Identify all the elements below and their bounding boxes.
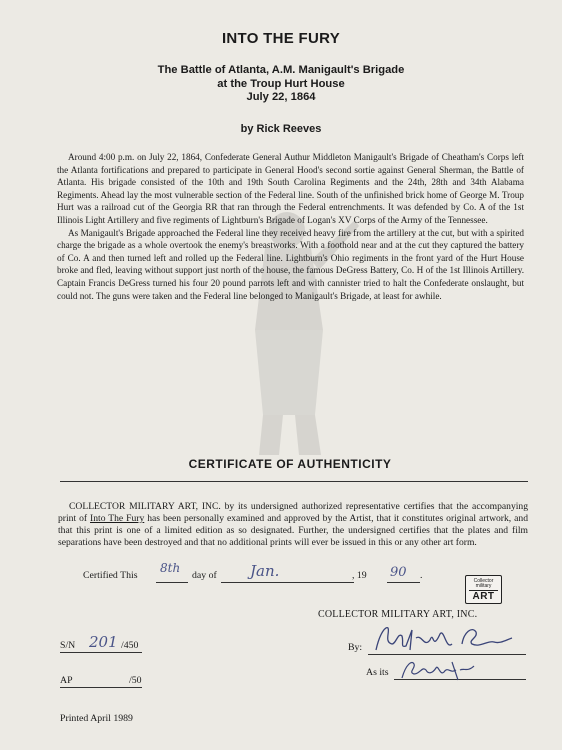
certificate-text xyxy=(58,501,528,549)
as-its-label: As its xyxy=(366,667,389,678)
document-title: INTO THE FURY xyxy=(221,30,341,47)
year-suffix: . xyxy=(420,570,423,581)
certificate-text-part: has been personally examined and approved by the Artist, that it constitutes original artwork, and that this print is one of a limited edition as so designated. Further, the undersigned certifies that the plates and film separations have been destroyed and that no additional prints will ever be issued in this or any other art form. xyxy=(58,513,528,549)
title-handwritten xyxy=(398,656,478,682)
printed-date: Printed April 1989 xyxy=(60,713,133,724)
day-line xyxy=(156,582,188,583)
heading-divider xyxy=(60,481,528,482)
month-line xyxy=(221,582,354,583)
certificate-heading: CERTIFICATE OF AUTHENTICITY xyxy=(188,457,392,471)
year-prefix: , 19 xyxy=(352,570,367,581)
author-byline: by Rick Reeves xyxy=(240,123,322,135)
serial-label: S/N xyxy=(60,640,76,651)
year-handwritten: 90 xyxy=(390,565,407,580)
signature-handwritten xyxy=(372,622,522,656)
certificate-text-part: COLLECTOR MILITARY ART, INC. by its undersigned authorized representative certifies that the accompanying print of xyxy=(58,501,528,525)
history-paragraph: As Manigault's Brigade approached the Federal line they received heavy fire from the artillery at the cut, but with a spirited charge the brigade as a whole overtook the enemy's breastworks. With a foothold near and at the cut they captured the battery of Co. A and then turned left and rolled up the Federal line. Lightburn's Ohio regiments in the front yard of the Hurt House broke and fled, leaving without support just north of the house, the famous DeGress Battery, Co. H of the 1st Illinois Artillery. Captain Francis DeGress turned his four 20 pound parrots left and with cannister tried to halt the Confederate onslaught, but could not. The guns were taken and the Federal line belonged to Manigault's Brigade, at least for awhile. xyxy=(57,227,524,301)
logo-text: ART xyxy=(469,590,498,602)
by-label: By: xyxy=(348,642,363,653)
serial-line xyxy=(60,652,142,653)
year-line xyxy=(387,582,420,583)
serial-handwritten: 201 xyxy=(89,633,118,651)
day-of-label: day of xyxy=(192,570,217,581)
print-title: Into The Fury xyxy=(90,513,145,525)
ap-label: AP xyxy=(60,675,73,686)
logo-text: Collector xyxy=(473,578,494,584)
subtitle-line: July 22, 1864 xyxy=(246,91,316,103)
collector-military-art-logo xyxy=(465,575,502,604)
ap-total: /50 xyxy=(129,675,142,686)
day-handwritten: 8th xyxy=(160,561,181,575)
subtitle-line: The Battle of Atlanta, A.M. Manigault's Brigade xyxy=(157,64,405,76)
logo-text: military xyxy=(475,583,492,589)
company-name: COLLECTOR MILITARY ART, INC. xyxy=(318,609,478,620)
serial-total: /450 xyxy=(121,640,139,651)
document-subtitle xyxy=(0,64,562,105)
certified-label: Certified This xyxy=(83,570,138,581)
history-text xyxy=(57,151,524,302)
history-paragraph: Around 4:00 p.m. on July 22, 1864, Confederate General Authur Middleton Manigault's Brigade of Cheatham's Corps left the Atlanta fortifications and prepared to participate in General Hood's second sortie against General Sherman, the Battle of Atlanta. His brigade consisted of the 10th and 19th South Carolina Regiments and the 24th, 28th and 34th Alabama Regiments. Ahead lay the most vulnerable section of the Federal line. South of the unfinished brick home of George M. Troup Hurt was a railroad cut of the Georgia RR that ran through the Federal entrenchments. It was defended by Co. A of the 1st Illinois Light Artillery and five regiments of Lightburn's Brigade of Logan's XV Corps of the Army of the Tennessee. xyxy=(57,152,524,225)
ap-line xyxy=(60,687,142,688)
month-handwritten: Jan. xyxy=(250,562,280,580)
subtitle-line: at the Troup Hurt House xyxy=(217,77,345,90)
